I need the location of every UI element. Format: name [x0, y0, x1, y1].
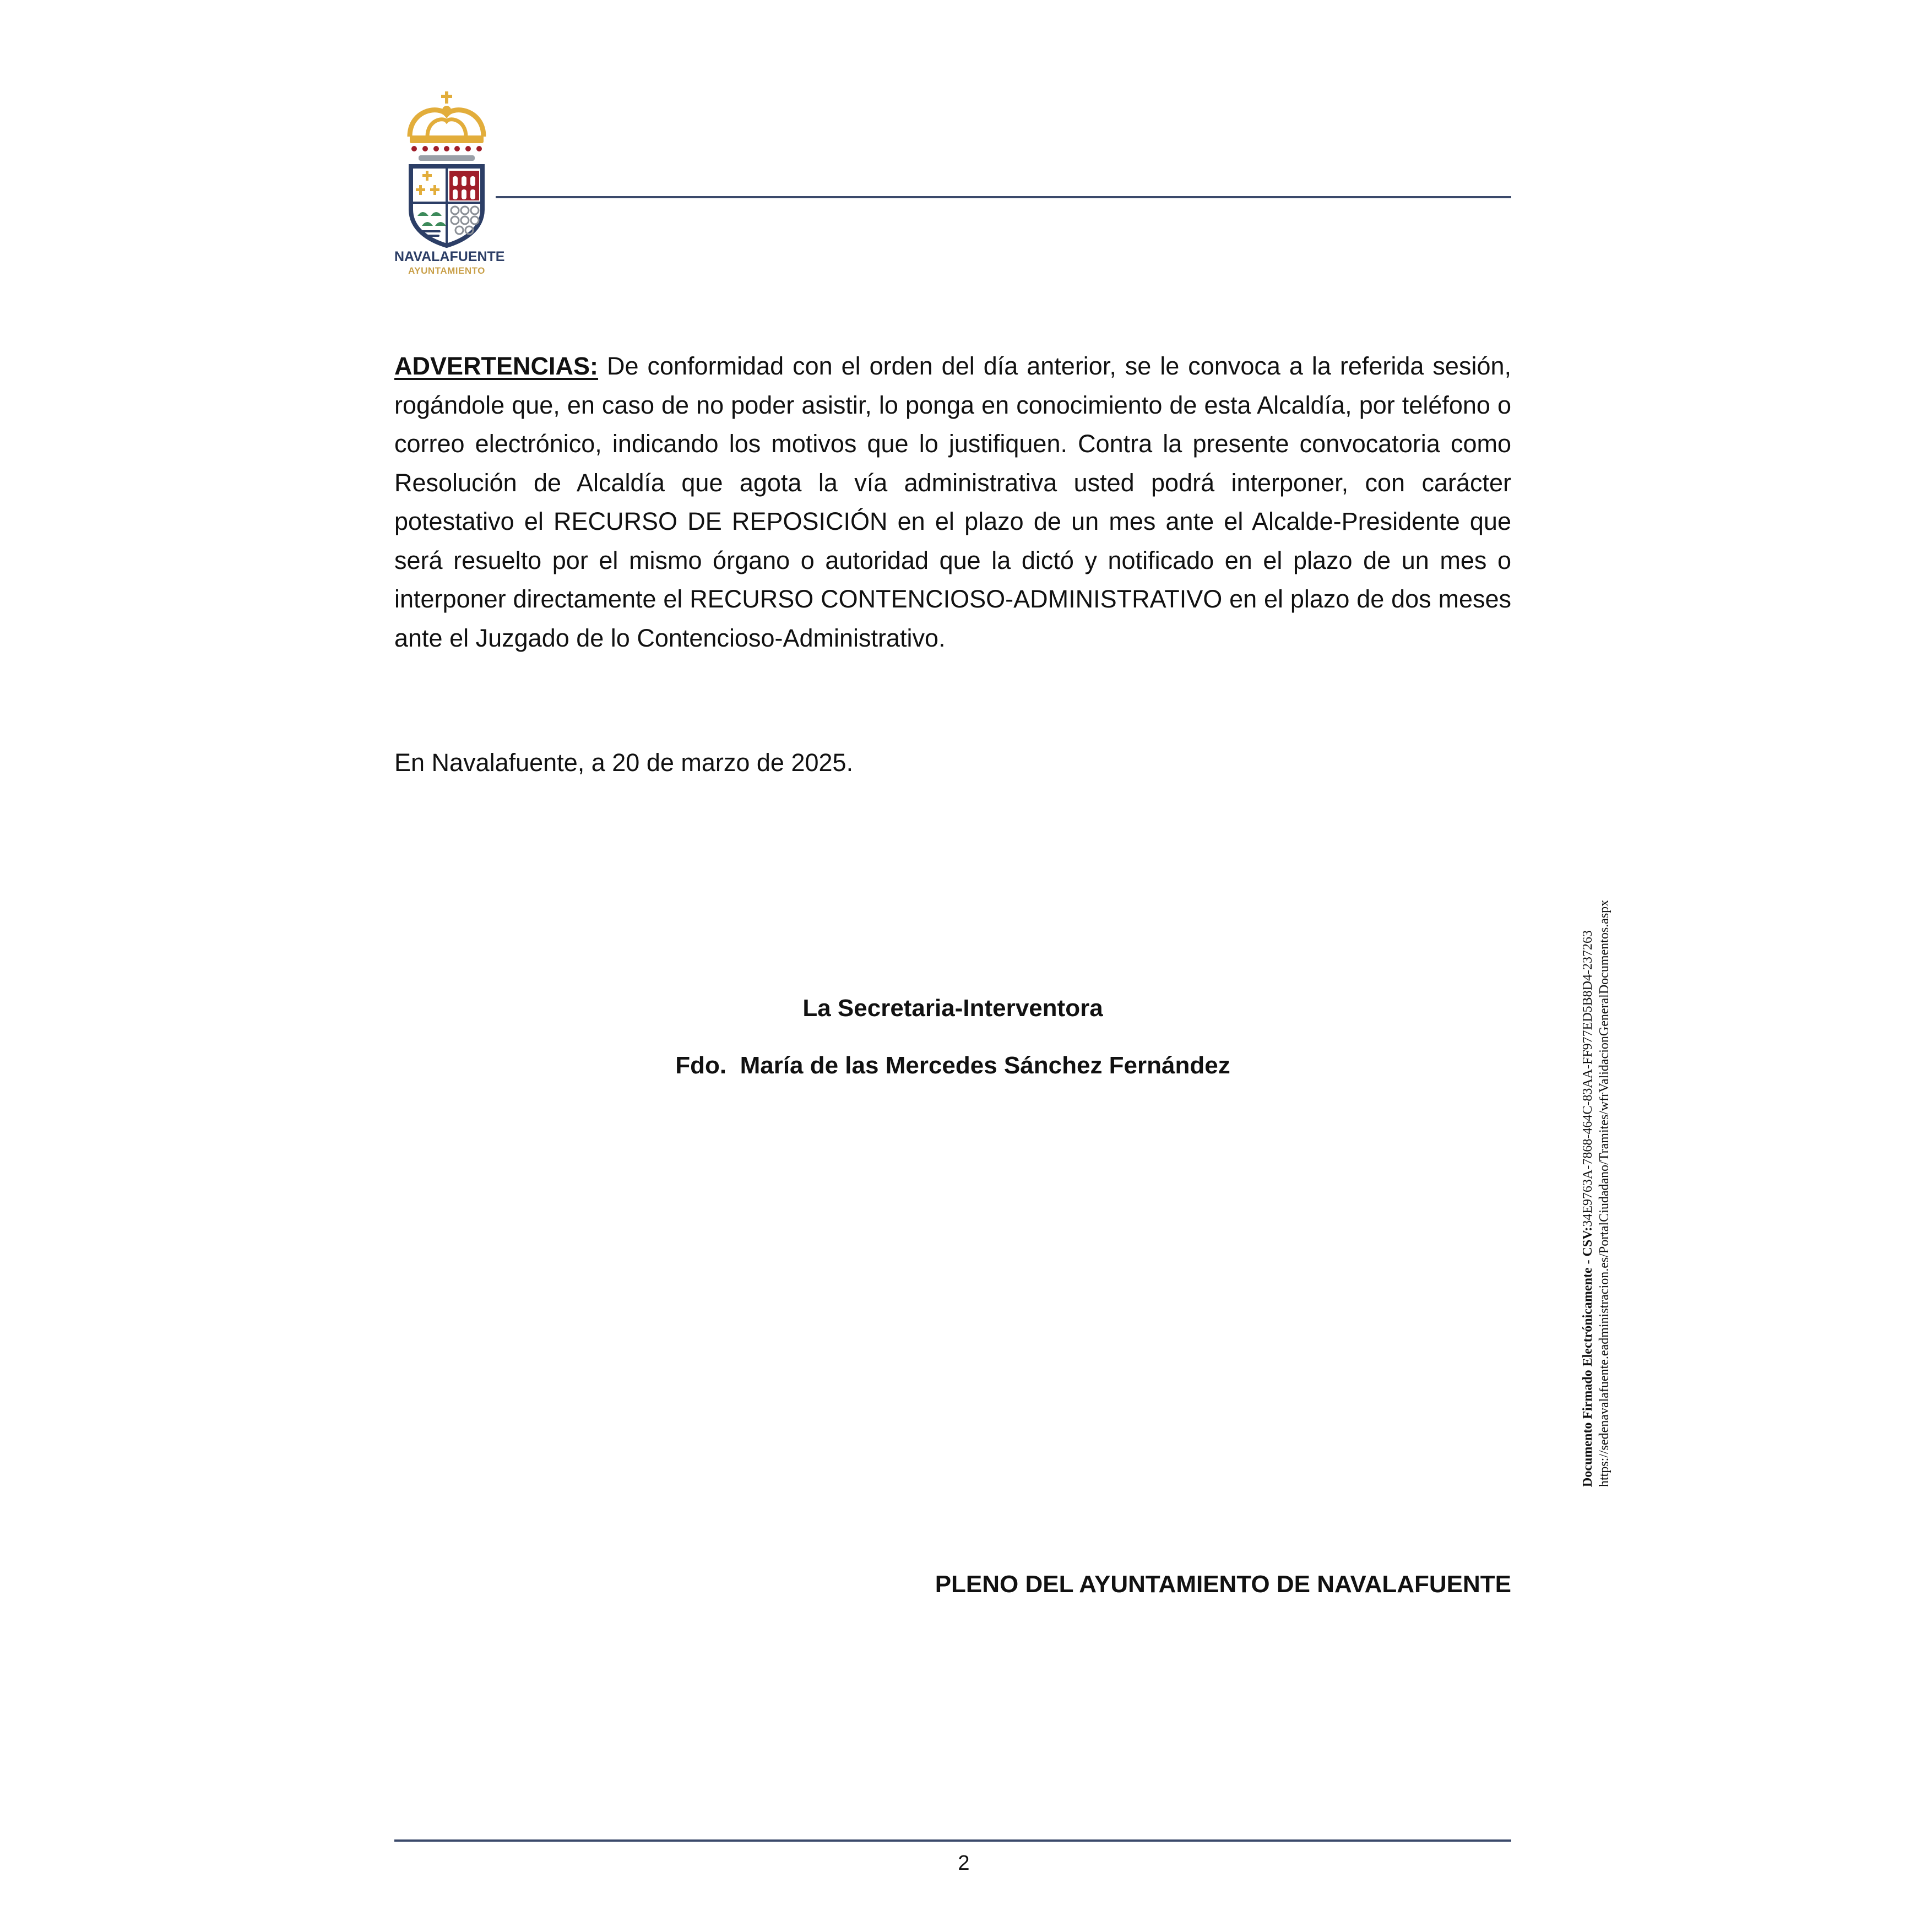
addressee: PLENO DEL AYUNTAMIENTO DE NAVALAFUENTE — [935, 1571, 1511, 1598]
navalafuente-coat-of-arms-logo — [394, 88, 505, 281]
stamp-label: Documento Firmado Electrónicamente - CSV: — [1581, 1227, 1595, 1487]
page-number: 2 — [958, 1852, 970, 1875]
header-divider — [496, 196, 1511, 198]
logo-subtitle: AYUNTAMIENTO — [408, 265, 485, 276]
logo-name: NAVALAFUENTE — [394, 249, 505, 264]
footer-divider — [394, 1839, 1511, 1842]
advertencias-paragraph — [394, 347, 1511, 658]
stamp-csv: 34E9763A-7868-464C-83AA-FF977ED5B8D4-237263 — [1581, 930, 1595, 1227]
advertencias-label: ADVERTENCIAS: — [394, 352, 599, 380]
stamp-url: https://sedenavalafuente.eadministracion.es/PortalCiudadano/Tramites/wfrValidacionGeneralDocumentos.aspx — [1597, 899, 1611, 1487]
signature-name: Fdo. María de las Mercedes Sánchez Fernández — [675, 1052, 1230, 1079]
date-line: En Navalafuente, a 20 de marzo de 2025. — [394, 748, 854, 777]
signature-role: La Secretaria-Interventora — [802, 995, 1103, 1022]
stamp-csv-line — [1580, 760, 1596, 1487]
electronic-signature-stamp — [1580, 760, 1613, 1487]
advertencias-text: De conformidad con el orden del día anterior, se le convoca a la referida sesión, rogándole que, en caso de no poder asistir, lo ponga en conocimiento de esta Alcaldía, por teléfono o correo electrónico, indicando los motivos que lo justifiquen. Contra la presente convocatoria como Resolución de Alcaldía que agota la vía administrativa usted podrá interponer, con carácter potestativo el RECURSO DE REPOSICIÓN en el plazo de un mes ante el Alcalde-Presidente que será resuelto por el mismo órgano o autoridad que la dictó y notificado en el plazo de un mes o interponer directamente el RECURSO CONTENCIOSO-ADMINISTRATIVO en el plazo de dos meses ante el Juzgado de lo Contencioso-Administrativo. — [394, 352, 1511, 652]
coat-of-arms-icon — [394, 88, 499, 248]
